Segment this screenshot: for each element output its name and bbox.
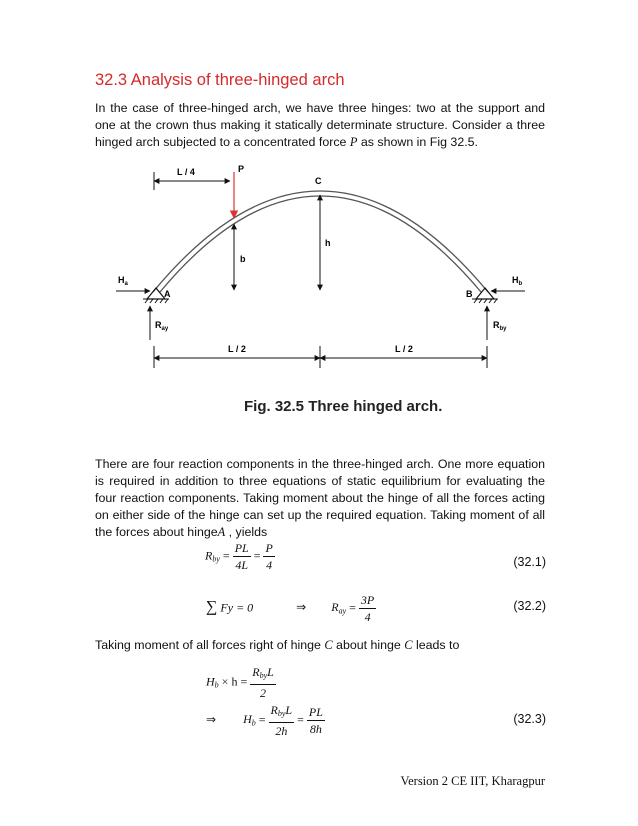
- reactions-text-end: , yields: [225, 525, 268, 539]
- label-l2-right: L / 2: [395, 344, 413, 354]
- eq2-implies: ⇒: [296, 600, 307, 615]
- eq2-lhs: Fy = 0: [220, 600, 254, 615]
- eq3b-implies: ⇒: [206, 712, 217, 727]
- eq3a-num-sub: by: [259, 671, 268, 680]
- eq2-num: 3P: [360, 593, 375, 607]
- eq3a-lhs-sub: b: [214, 680, 219, 690]
- eq3b-frac2: [307, 704, 325, 737]
- label-hb-sub: b: [518, 281, 523, 287]
- label-a: A: [164, 289, 171, 299]
- eq1-den2: 4: [266, 558, 273, 572]
- equation-32-1: $R_{by}$ = $\frac{PL}{4L}$ = $\frac{P}{4}$: [205, 541, 273, 572]
- moment-paragraph: [95, 637, 545, 654]
- intro-var-p: P: [349, 135, 358, 149]
- eq2-rhs-sub: ay: [338, 606, 347, 616]
- eq3a-den: 2: [260, 686, 267, 700]
- eq3a-times: × h =: [221, 674, 248, 689]
- eq-number-32-2: (32.2): [513, 599, 546, 613]
- page-footer: Version 2 CE IIT, Kharagpur: [400, 774, 545, 788]
- label-h: h: [325, 238, 331, 248]
- eq3a-lhs: H: [206, 674, 215, 689]
- moment-var-c2: C: [404, 638, 413, 652]
- equation-32-3a: [206, 664, 276, 701]
- label-l2-left: L / 2: [228, 344, 246, 354]
- eq2-sum: ∑: [206, 598, 218, 616]
- label-p: P: [238, 164, 245, 174]
- label-ha-sub: a: [124, 281, 128, 287]
- reactions-var-a: A: [217, 525, 226, 539]
- label-ha: [118, 275, 129, 287]
- moment-text: Taking moment of all forces right of hinge: [95, 638, 325, 652]
- label-ha-main: H: [118, 275, 125, 285]
- equation-32-3b: ⇒ $H_b$ = $\frac{R_{by}L}{2h}$ = $\frac{PL}{8h}$: [206, 703, 323, 738]
- label-rby-sub: by: [499, 326, 507, 332]
- eq-number-32-3: (32.3): [513, 712, 546, 726]
- eq3b-lhs-sub: b: [251, 718, 256, 728]
- eq1-num1: PL: [234, 541, 249, 555]
- eq3b-num1: R: [270, 703, 278, 717]
- eq-number-32-1: (32.1): [513, 555, 546, 569]
- label-hb-main: H: [512, 275, 519, 285]
- eq3b-num1-sub: by: [277, 709, 286, 718]
- eq1-den1: 4L: [235, 558, 249, 572]
- eq2-rhs: R: [331, 600, 339, 615]
- eq3a-frac: [250, 664, 276, 701]
- label-b: b: [240, 254, 246, 264]
- label-rby-main: R: [493, 320, 500, 330]
- eq1-lhs-sub: by: [212, 554, 220, 564]
- figure-caption: Fig. 32.5 Three hinged arch.: [244, 398, 443, 415]
- eq1-frac1: [233, 540, 251, 573]
- eq2-den: 4: [364, 610, 371, 624]
- label-b-support: B: [466, 289, 473, 299]
- label-ray-sub: ay: [161, 326, 169, 332]
- eq2-frac: [359, 592, 376, 625]
- eq3b-den1: 2h: [275, 724, 288, 738]
- eq3b-lhs: H: [243, 712, 252, 727]
- label-hb: [512, 275, 523, 287]
- eq1-lhs: R: [205, 548, 213, 563]
- eq1-num2: P: [265, 541, 273, 555]
- eq3b-num2: PL: [308, 705, 323, 719]
- intro-text-end: as shown in Fig 32.5.: [357, 135, 478, 149]
- eq3b-frac1: [269, 702, 295, 739]
- section-title: 32.3 Analysis of three-hinged arch: [95, 71, 345, 89]
- support-b: [472, 288, 498, 303]
- intro-text: In the case of three-hinged arch, we have three hinges: two at the support and one at the crown thus making it statically determinate structure. Consider a three hinged arch subjected to a concentrated force: [95, 101, 545, 149]
- eq3a-num: R: [252, 665, 260, 679]
- eq1-frac2: [263, 540, 274, 573]
- equation-32-2: ∑ Fy = 0 ⇒ $R_{ay}$ = $\frac{3P}{4}$: [206, 593, 375, 624]
- moment-text-end: leads to: [412, 638, 460, 652]
- label-rby: [493, 320, 507, 332]
- eq3a-num-tail: L: [267, 665, 274, 679]
- label-ray-main: R: [155, 320, 162, 330]
- label-l4: L / 4: [177, 167, 195, 177]
- label-c: C: [315, 176, 322, 186]
- reactions-text: There are four reaction components in the three-hinged arch. One more equation is required in addition to three equations of static equilibrium for evaluating the four reaction components. Taking moment about the hinge of all the forces acting on either side of the hinge can set up the required equation. Taking moment of all the forces about hinge: [95, 457, 545, 539]
- reactions-paragraph: [95, 456, 545, 541]
- eq3b-num1-tail: L: [285, 703, 293, 717]
- moment-var-c1: C: [324, 638, 333, 652]
- label-ray: [155, 320, 169, 332]
- moment-text-mid: about hinge: [332, 638, 405, 652]
- eq3b-den2: 8h: [309, 722, 322, 736]
